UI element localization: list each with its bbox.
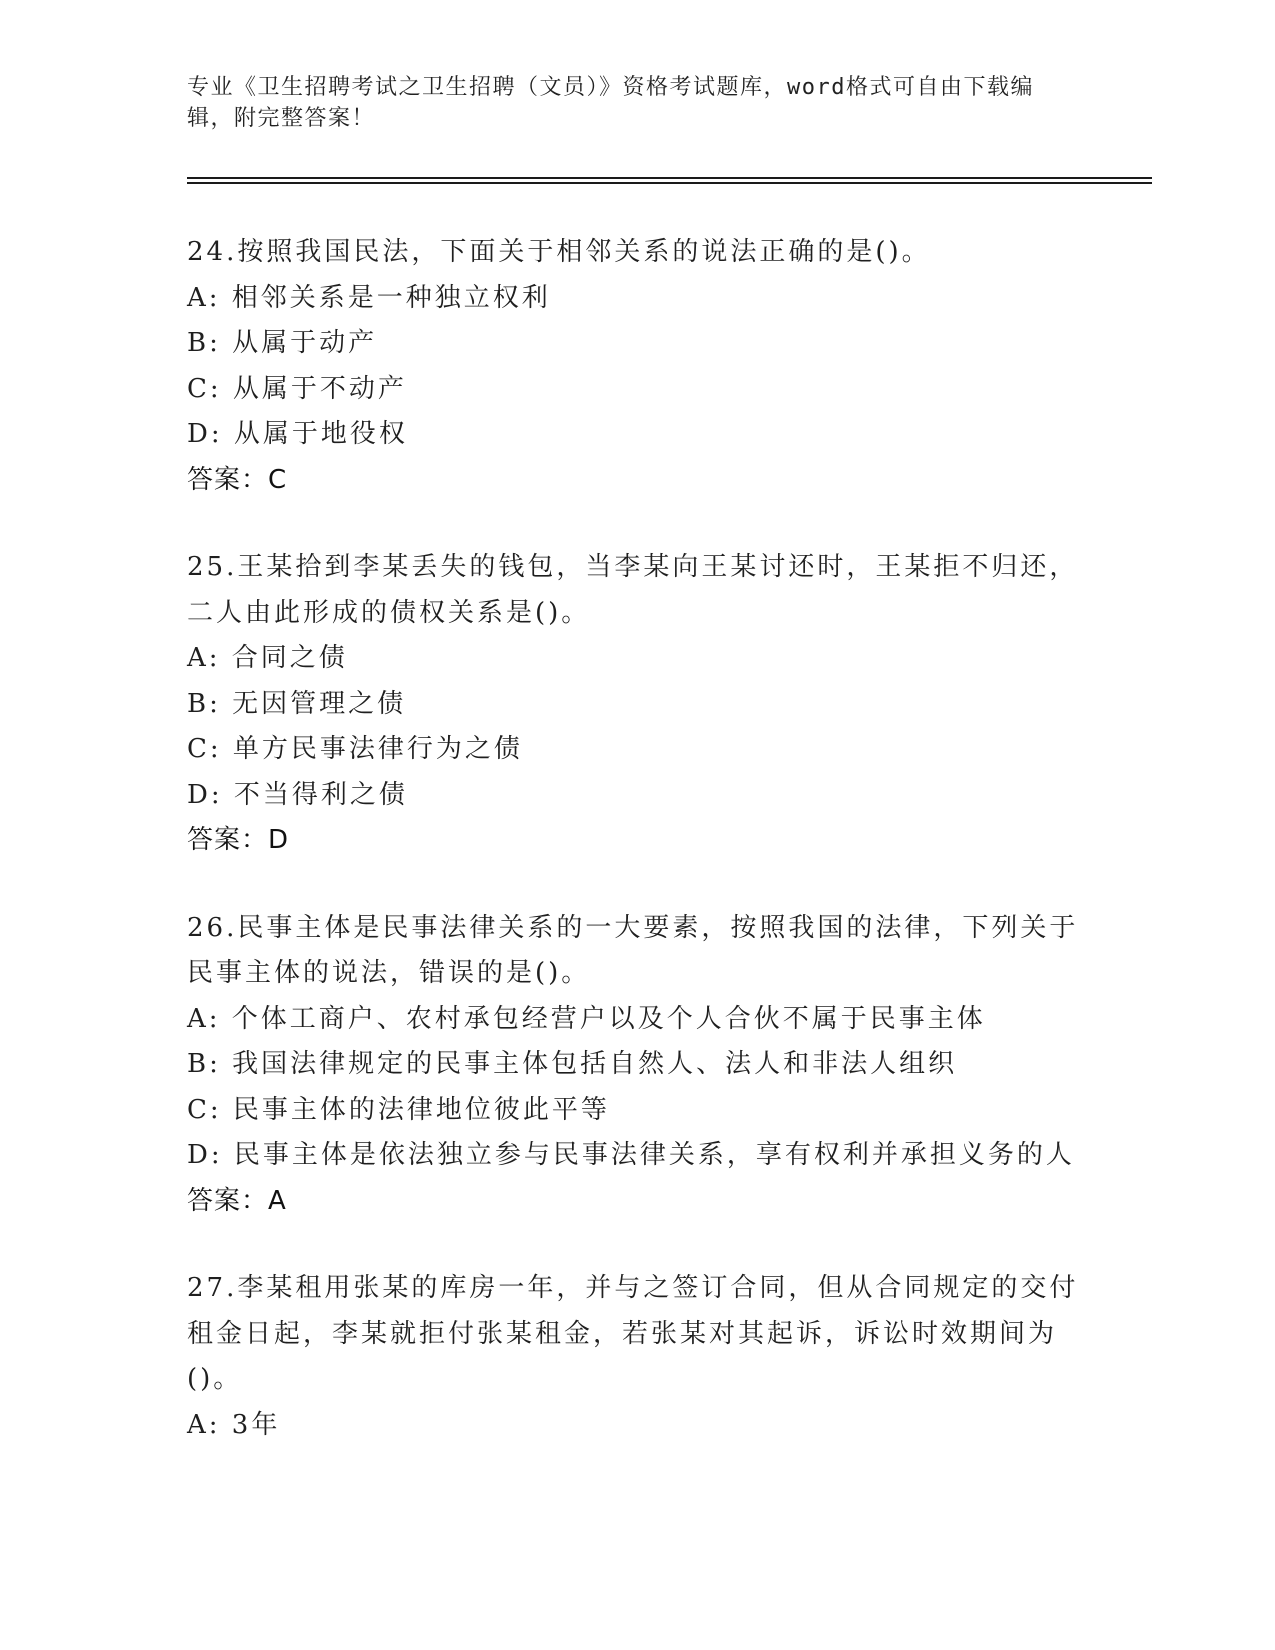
answer: 答案：A	[187, 1185, 287, 1216]
answer: 答案：D	[187, 825, 290, 855]
option-c: C: 从属于不动产	[187, 373, 407, 404]
option-a: A: 3年	[187, 1409, 281, 1440]
option-b: B: 从属于动产	[187, 328, 378, 358]
question-stem: 26.民事主体是民事法律关系的一大要素，按照我国的法律，下列关于民事主体的说法，错误的是()。	[187, 912, 1079, 988]
option-a: A: 相邻关系是一种独立权利	[187, 282, 551, 313]
option-d: D: 从属于地役权	[187, 419, 408, 449]
question-list	[187, 230, 1087, 1490]
page-header: 专业《卫生招聘考试之卫生招聘（文员）》资格考试题库，word格式可自由下载编辑，附完整答案！	[187, 75, 1034, 131]
header-divider-bottom	[187, 182, 1152, 184]
question-25	[187, 545, 1087, 864]
option-a: A: 合同之债	[187, 643, 348, 673]
question-stem: 24.按照我国民法，下面关于相邻关系的说法正确的是()。	[187, 237, 931, 267]
header-divider-top	[187, 177, 1152, 179]
option-c: C: 单方民事法律行为之债	[187, 734, 523, 764]
question-26	[187, 906, 1087, 1225]
option-d: D: 不当得利之债	[187, 779, 408, 810]
option-a: A: 个体工商户、农村承包经营户以及个人合伙不属于民事主体	[187, 1003, 986, 1034]
option-b: B: 我国法律规定的民事主体包括自然人、法人和非法人组织	[187, 1049, 958, 1079]
question-stem: 25.王某拾到李某丢失的钱包，当李某向王某讨还时，王某拒不归还，二人由此形成的债权关系是()。	[187, 552, 1079, 628]
option-b: B: 无因管理之债	[187, 688, 407, 719]
question-27	[187, 1266, 1087, 1448]
option-c: C: 民事主体的法律地位彼此平等	[187, 1094, 610, 1125]
question-24	[187, 230, 1087, 503]
question-stem: 27.李某租用张某的库房一年，并与之签订合同，但从合同规定的交付租金日起，李某就拒付张某租金，若张某对其起诉，诉讼时效期间为()。	[187, 1273, 1079, 1394]
option-d: D: 民事主体是依法独立参与民事法律关系，享有权利并承担义务的人	[187, 1140, 1075, 1170]
answer: 答案：C	[187, 464, 288, 495]
